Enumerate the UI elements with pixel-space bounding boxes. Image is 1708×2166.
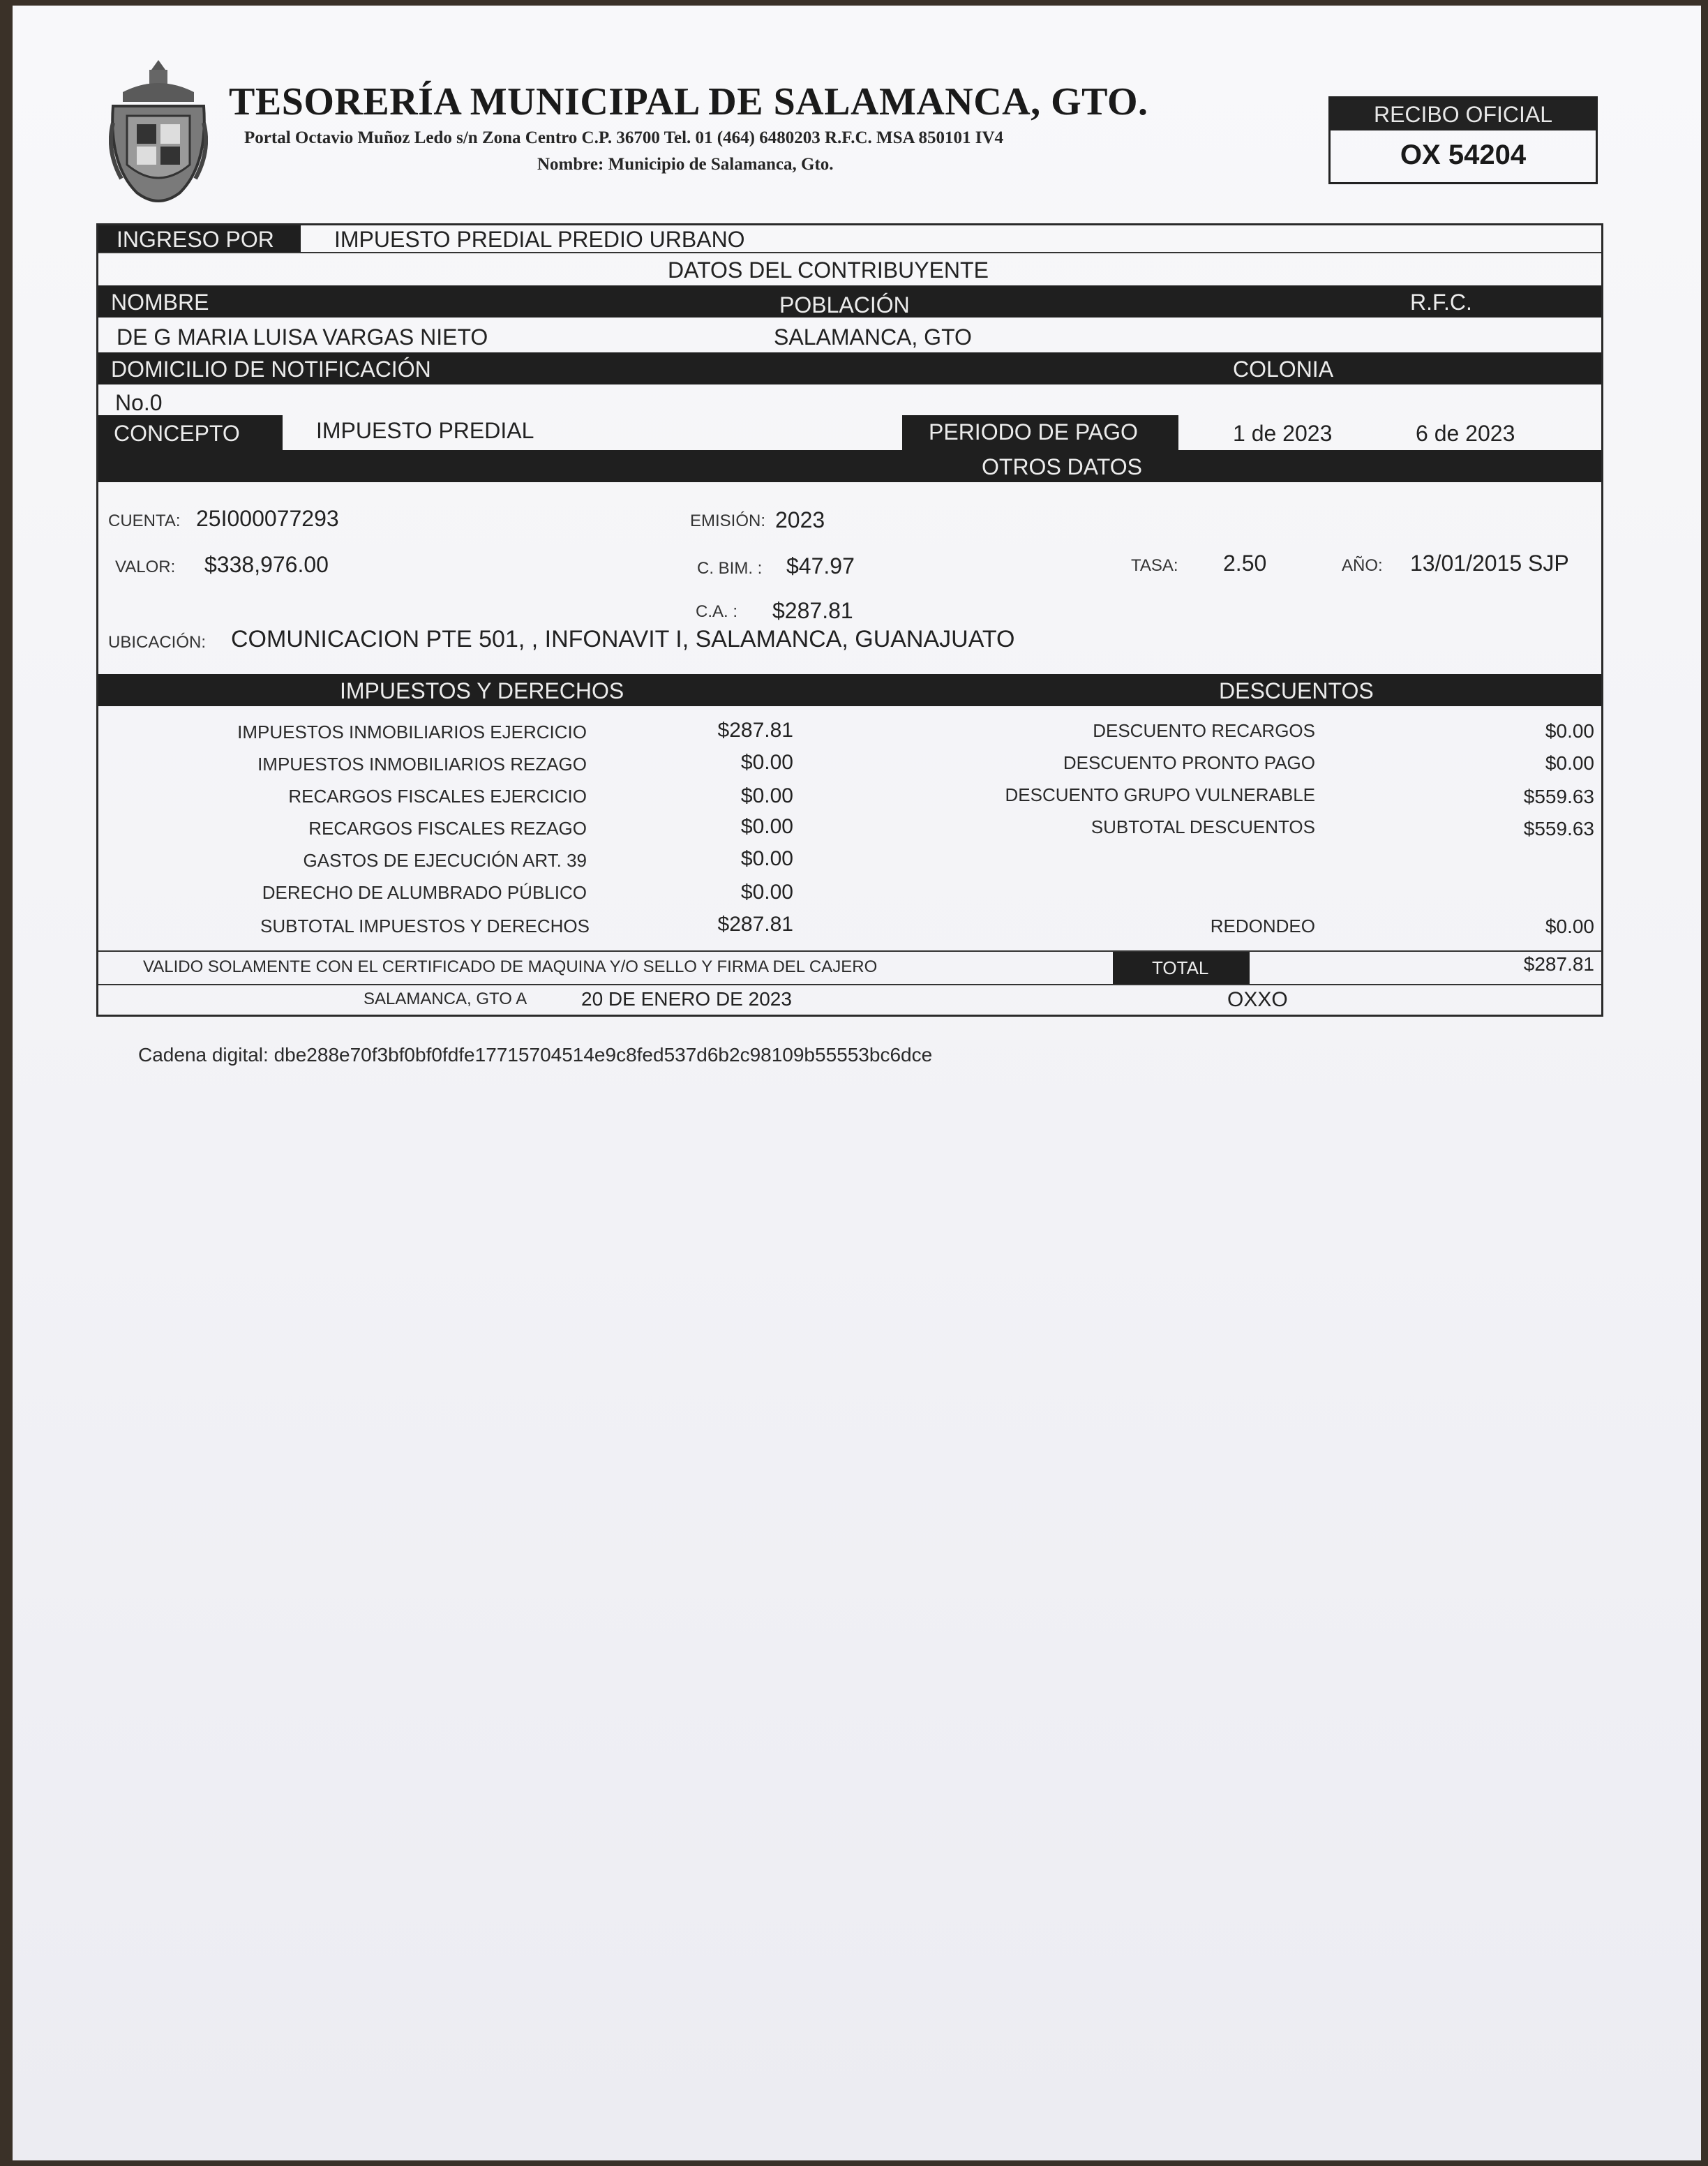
nombre-value: DE G MARIA LUISA VARGAS NIETO [117,324,488,350]
taxes-header-bar [98,674,1601,706]
official-receipt-box [1328,96,1598,184]
payment-place: OXXO [1227,988,1288,1011]
rfc-label: R.F.C. [1410,290,1472,315]
tax-row-value: $0.00 [740,784,793,807]
divider [98,984,1601,985]
discount-subtotal-label: SUBTOTAL DESCUENTOS [1091,816,1315,837]
emision-value: 2023 [775,507,825,532]
discount-row-label: DESCUENTO PRONTO PAGO [1063,752,1315,773]
tax-subtotal-value: $287.81 [717,913,793,936]
ubicacion-label: UBICACIÓN: [108,633,207,652]
cbim-value: $47.97 [786,553,855,578]
address-line: Portal Octavio Muñoz Ledo s/n Zona Centro C.P. 36700 Tel. 01 (464) 6480203 R.F.C. MSA 850101 IV4 [244,128,1004,147]
divider [98,252,1601,253]
redondeo-label: REDONDEO [1210,916,1315,936]
emision-label: EMISIÓN: [690,511,766,530]
issue-date: 20 DE ENERO DE 2023 [581,988,792,1010]
ingreso-label: INGRESO POR [117,227,274,252]
taxpayer-form [96,223,1603,687]
digital-chain: Cadena digital: dbe288e70f3bf0bf0fdfe17715704514e9c8fed537d6b2c98109b55553bc6dce [138,1044,933,1066]
issuer-name: Nombre: Municipio de Salamanca, Gto. [537,155,834,174]
poblacion-label: POBLACIÓN [779,292,910,318]
page-title: TESORERÍA MUNICIPAL DE SALAMANCA, GTO. [229,80,1148,124]
ubicacion-value: COMUNICACION PTE 501, , INFONAVIT I, SALAMANCA, GUANAJUATO [231,626,1015,652]
ingreso-value: IMPUESTO PREDIAL PREDIO URBANO [334,227,745,252]
tasa-label: TASA: [1131,556,1178,575]
anio-label: AÑO: [1342,556,1383,575]
colonia-label: COLONIA [1233,357,1334,382]
concepto-label: CONCEPTO [114,421,240,446]
discount-row-label: DESCUENTO RECARGOS [1093,720,1315,741]
tax-row-value: $0.00 [740,881,793,904]
tasa-value: 2.50 [1223,551,1267,576]
tax-subtotal-label: SUBTOTAL IMPUESTOS Y DERECHOS [260,916,590,936]
validity-note: VALIDO SOLAMENTE CON EL CERTIFICADO DE MAQUINA Y/O SELLO Y FIRMA DEL CAJERO [143,957,878,976]
taxes-discounts-table [96,674,1603,1017]
tax-row-label: GASTOS DE EJECUCIÓN ART. 39 [303,850,587,871]
valor-label: VALOR: [115,558,176,576]
discount-subtotal-value: $559.63 [1523,818,1594,839]
anio-value: 13/01/2015 SJP [1410,551,1569,576]
tax-row-value: $0.00 [740,815,793,838]
discount-row-label: DESCUENTO GRUPO VULNERABLE [1005,784,1315,805]
concepto-value: IMPUESTO PREDIAL [316,418,534,443]
impuestos-section-title: IMPUESTOS Y DERECHOS [340,678,624,703]
official-receipt-number: OX 54204 [1400,140,1527,170]
ca-label: C.A. : [696,602,738,621]
total-value: $287.81 [1523,953,1594,975]
contribuyente-section-title: DATOS DEL CONTRIBUYENTE [668,257,989,283]
tax-row-label: RECARGOS FISCALES EJERCICIO [288,786,587,807]
official-receipt-label: RECIBO OFICIAL [1331,98,1596,130]
valor-value: $338,976.00 [204,552,329,577]
descuentos-section-title: DESCUENTOS [1219,678,1374,703]
divider [98,950,1601,952]
otros-section-title: OTROS DATOS [982,454,1142,479]
tax-row-label: DERECHO DE ALUMBRADO PÚBLICO [262,882,587,903]
discount-row-value: $0.00 [1545,720,1594,742]
cuenta-value: 25I000077293 [196,506,339,531]
municipal-seal-icon [109,60,208,207]
otros-header-bar [98,450,1601,482]
poblacion-value: SALAMANCA, GTO [774,324,972,350]
discount-row-value: $559.63 [1523,786,1594,807]
periodo-fin: 6 de 2023 [1416,421,1515,446]
domicilio-label: DOMICILIO DE NOTIFICACIÓN [111,357,431,382]
periodo-label: PERIODO DE PAGO [929,419,1138,445]
tax-row-value: $0.00 [740,751,793,774]
issue-place: SALAMANCA, GTO A [364,989,527,1008]
tax-row-value: $0.00 [740,847,793,870]
domicilio-value: No.0 [115,390,163,415]
total-label: TOTAL [1152,957,1209,978]
receipt-paper [13,6,1701,2160]
cuenta-label: CUENTA: [108,511,181,530]
ca-value: $287.81 [772,598,853,623]
tax-row-label: IMPUESTOS INMOBILIARIOS REZAGO [257,754,587,775]
cbim-label: C. BIM. : [697,559,763,578]
tax-row-value: $287.81 [717,719,793,742]
redondeo-value: $0.00 [1545,916,1594,937]
discount-row-value: $0.00 [1545,752,1594,774]
nombre-label: NOMBRE [111,290,209,315]
tax-row-label: IMPUESTOS INMOBILIARIOS EJERCICIO [237,722,587,742]
periodo-inicio: 1 de 2023 [1233,421,1333,446]
tax-row-label: RECARGOS FISCALES REZAGO [308,818,587,839]
